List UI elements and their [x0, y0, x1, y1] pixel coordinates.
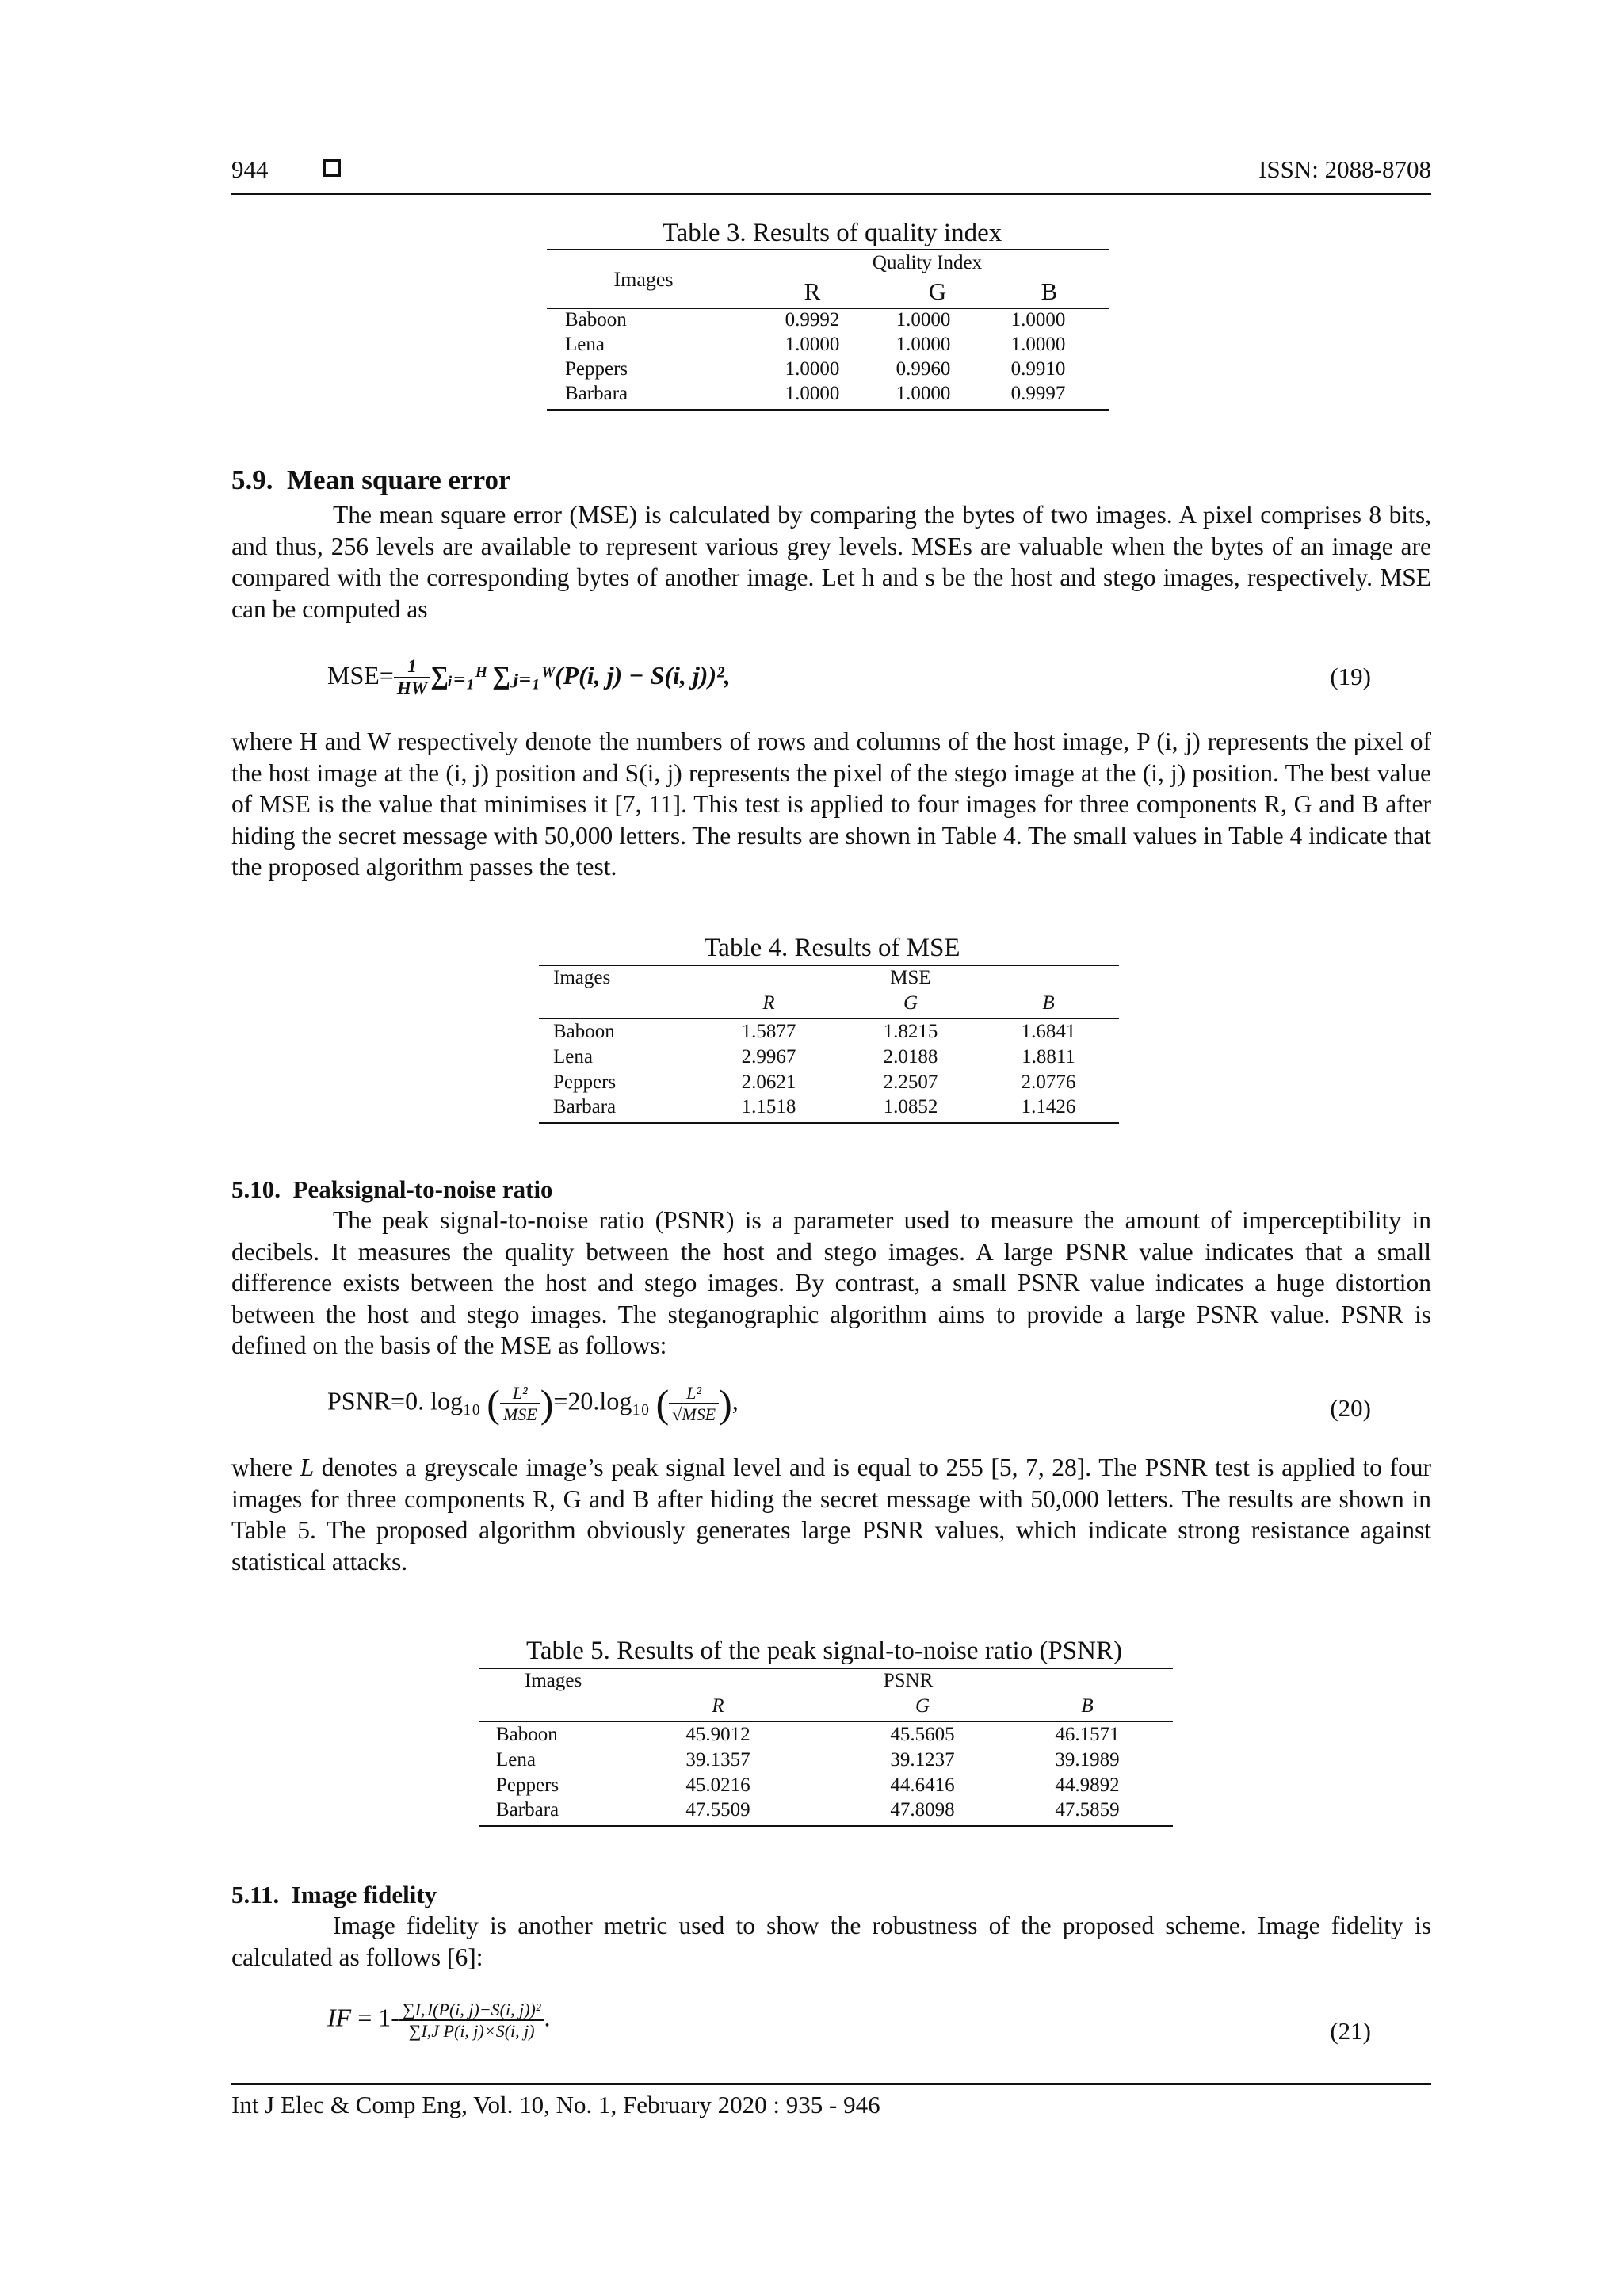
column-header-g: G	[903, 992, 918, 1014]
section-heading: 5.10. Peaksignal-to-noise ratio	[231, 1175, 553, 1203]
cell-b: 2.0776	[1021, 1072, 1076, 1093]
footer-citation: Int J Elec & Comp Eng, Vol. 10, No. 1, February 2020 : 935 - 946	[231, 2091, 880, 2118]
paragraph-text: Image fidelity is another metric used to show the robustness of the proposed scheme. Image fidelity is calculated as follows [6]:	[231, 1912, 1431, 1971]
cell-g: 1.0000	[896, 334, 951, 355]
cell-b: 0.9910	[1010, 358, 1066, 380]
cell-r: 47.5509	[685, 1799, 750, 1820]
cell-g: 1.0000	[896, 309, 951, 330]
table-bottom-rule	[539, 1122, 1119, 1124]
equation-text: .	[544, 2003, 551, 2032]
equation-text: =20.log₁₀	[553, 1386, 650, 1415]
row-label: Barbara	[496, 1799, 559, 1820]
cell-g: 1.0000	[896, 383, 951, 404]
cell-b: 1.8811	[1022, 1046, 1075, 1068]
table-mid-rule	[539, 1018, 1119, 1019]
fraction-denominator: ∑I,J P(i, j)×S(i, j)	[408, 2021, 535, 2042]
row-label: Peppers	[496, 1775, 559, 1796]
fraction-numerator: L²	[500, 1383, 540, 1404]
equation-number: (20)	[1330, 1394, 1371, 1422]
cell-b: 39.1989	[1055, 1749, 1120, 1771]
column-header-r: R	[762, 992, 775, 1014]
table-bottom-rule	[479, 1825, 1173, 1827]
paragraph-text: The mean square error (MSE) is calculated by comparing the bytes of two images. A pixel comprises 8 bits, and thus, 256 levels are available to represent various grey levels. MSEs are valuable when the bytes of an image are compared with the corresponding bytes of another image. Let h and s be the host and stego images, respectively. MSE can be computed as	[231, 501, 1431, 623]
body-paragraph	[231, 726, 1431, 883]
column-header-b: B	[1081, 1695, 1094, 1717]
column-group-header: PSNR	[883, 1670, 934, 1691]
paragraph-text: The peak signal-to-noise ratio (PSNR) is a parameter used to measure the amount of imperceptibility in decibels. It measures the quality between the host and stego images. A large PSNR value indicates that a small difference exists between the host and stego images. By contrast, a small PSNR value indicates a huge distortion between the host and stego images. The steganographic algorithm aims to provide a large PSNR value. PSNR is defined on the basis of the MSE as follows:	[231, 1206, 1431, 1359]
cell-b: 44.9892	[1055, 1775, 1120, 1796]
row-label: Barbara	[565, 383, 628, 404]
cell-b: 46.1571	[1055, 1724, 1120, 1745]
cell-r: 39.1357	[685, 1749, 750, 1771]
column-group-header: MSE	[890, 967, 931, 988]
equation-text: ∑ᵢ₌₁ᴴ ∑ⱼ₌₁ᵂ(P(i, j) − S(i, j))²,	[430, 660, 731, 690]
equation-fraction	[394, 656, 430, 700]
cell-r: 2.9967	[741, 1046, 796, 1068]
cell-r: 1.1518	[741, 1096, 796, 1117]
equation-fraction	[500, 1383, 540, 1425]
table-caption: Table 4. Results of MSE	[704, 934, 960, 962]
cell-g: 2.2507	[883, 1072, 938, 1093]
fraction-denominator: √MSE	[672, 1404, 716, 1424]
row-label: Lena	[496, 1749, 536, 1771]
section-heading: 5.9. Mean square error	[231, 464, 511, 495]
journal-issn: ISSN: 2088-8708	[1258, 155, 1431, 183]
table-bottom-rule	[547, 409, 1109, 411]
column-header-g: G	[928, 277, 947, 305]
fraction-numerator: 1	[394, 656, 430, 678]
cell-g: 1.8215	[883, 1021, 938, 1042]
column-header-b: B	[1041, 277, 1058, 305]
fraction-denominator: HW	[396, 678, 428, 699]
cell-g: 45.5605	[890, 1724, 955, 1745]
cell-b: 1.1426	[1021, 1096, 1076, 1117]
column-header-images: Images	[553, 967, 611, 988]
cell-b: 0.9997	[1010, 383, 1066, 404]
row-label: Lena	[565, 334, 605, 355]
row-label: Lena	[553, 1046, 593, 1068]
table-mid-rule	[479, 1721, 1173, 1722]
equation-text: ,	[731, 1386, 739, 1415]
row-label: Peppers	[553, 1072, 617, 1093]
cell-r: 45.9012	[685, 1724, 750, 1745]
cell-b: 1.6841	[1021, 1021, 1076, 1042]
table-top-rule	[539, 965, 1119, 966]
right-paren: )	[719, 1381, 732, 1426]
left-paren: (	[487, 1381, 500, 1426]
equation-psnr	[327, 1381, 739, 1427]
equation-text: = 1-	[351, 2003, 399, 2032]
row-label: Baboon	[553, 1021, 615, 1042]
equation-text: MSE=	[327, 660, 394, 690]
cell-r: 0.9992	[785, 309, 840, 330]
cell-g: 1.0852	[883, 1096, 938, 1117]
cell-g: 0.9960	[896, 358, 951, 380]
cell-r: 1.0000	[785, 383, 840, 404]
cell-r: 45.0216	[685, 1775, 750, 1796]
paragraph-text: where H and W respectively denote the numbers of rows and columns of the host image, P (i, j) represents the pixel of the host image at the (i, j) position and S(i, j) represents the pixel of the stego image at the (i, j) position. The best value of MSE is the value that minimises it [7, 11]. This test is applied to four images for three components R, G and B after hiding the secret message with 50,000 letters. The results are shown in Table 4. The small values in Table 4 indicate that the proposed algorithm passes the test.	[231, 728, 1431, 881]
table-caption: Table 5. Results of the peak signal-to-noise ratio (PSNR)	[526, 1637, 1122, 1665]
table-top-rule	[547, 249, 1109, 250]
row-label: Barbara	[553, 1096, 617, 1117]
section-heading: 5.11. Image fidelity	[231, 1881, 437, 1908]
equation-text: PSNR=0. log₁₀	[327, 1386, 481, 1415]
paragraph-text	[231, 1452, 1431, 1577]
body-paragraph	[231, 1205, 1431, 1362]
column-group-header: Quality Index	[872, 252, 983, 273]
equation-mse	[327, 656, 731, 700]
body-paragraph	[231, 499, 1431, 625]
column-header-images: Images	[613, 268, 674, 291]
fraction-numerator: ∑I,J(P(i, j)−S(i, j))²	[399, 2000, 544, 2021]
column-header-b: B	[1042, 992, 1055, 1014]
page-number: 944	[231, 155, 269, 183]
cell-r: 2.0621	[741, 1072, 796, 1093]
equation-text: IF	[327, 2003, 352, 2032]
variable-l: L	[300, 1454, 315, 1481]
cell-b: 47.5859	[1055, 1799, 1120, 1820]
equation-number: (19)	[1330, 663, 1371, 690]
equation-fraction	[399, 2000, 544, 2042]
cell-b: 1.0000	[1010, 309, 1066, 330]
header-rule	[231, 193, 1431, 195]
column-header-r: R	[712, 1695, 724, 1717]
right-paren: )	[540, 1381, 554, 1426]
body-paragraph	[231, 1452, 1431, 1577]
cell-g: 47.8098	[890, 1799, 955, 1820]
paragraph-text: denotes a greyscale image’s peak signal level and is equal to 255 [5, 7, 28]. The PSNR test is applied to four images for three components R, G and B after hiding the secret message with 50,000 letters. The results are shown in Table 5. The proposed algorithm obviously generates large PSNR values, which indicate strong resistance against statistical attacks.	[231, 1454, 1431, 1576]
row-label: Peppers	[565, 358, 628, 380]
square-bullet-icon	[323, 159, 341, 177]
footer-rule	[231, 2083, 1431, 2085]
equation-number: (21)	[1330, 2017, 1371, 2045]
column-header-images: Images	[525, 1670, 582, 1691]
fraction-denominator: MSE	[502, 1404, 537, 1424]
table-top-rule	[479, 1668, 1173, 1669]
equation-image-fidelity	[327, 2000, 550, 2042]
cell-r: 1.5877	[741, 1021, 796, 1042]
fraction-numerator: L²	[669, 1383, 719, 1404]
cell-r: 1.0000	[785, 358, 840, 380]
cell-b: 1.0000	[1010, 334, 1066, 355]
cell-g: 2.0188	[883, 1046, 938, 1068]
table-caption: Table 3. Results of quality index	[662, 219, 1002, 247]
row-label: Baboon	[496, 1724, 558, 1745]
equation-fraction	[669, 1383, 719, 1425]
left-paren: (	[655, 1381, 670, 1426]
body-paragraph	[231, 1910, 1431, 1973]
paragraph-text: where	[231, 1454, 300, 1481]
row-label: Baboon	[565, 309, 627, 330]
cell-g: 39.1237	[890, 1749, 955, 1771]
cell-r: 1.0000	[785, 334, 840, 355]
cell-g: 44.6416	[890, 1775, 955, 1796]
column-header-r: R	[804, 277, 821, 305]
column-header-g: G	[915, 1695, 930, 1717]
